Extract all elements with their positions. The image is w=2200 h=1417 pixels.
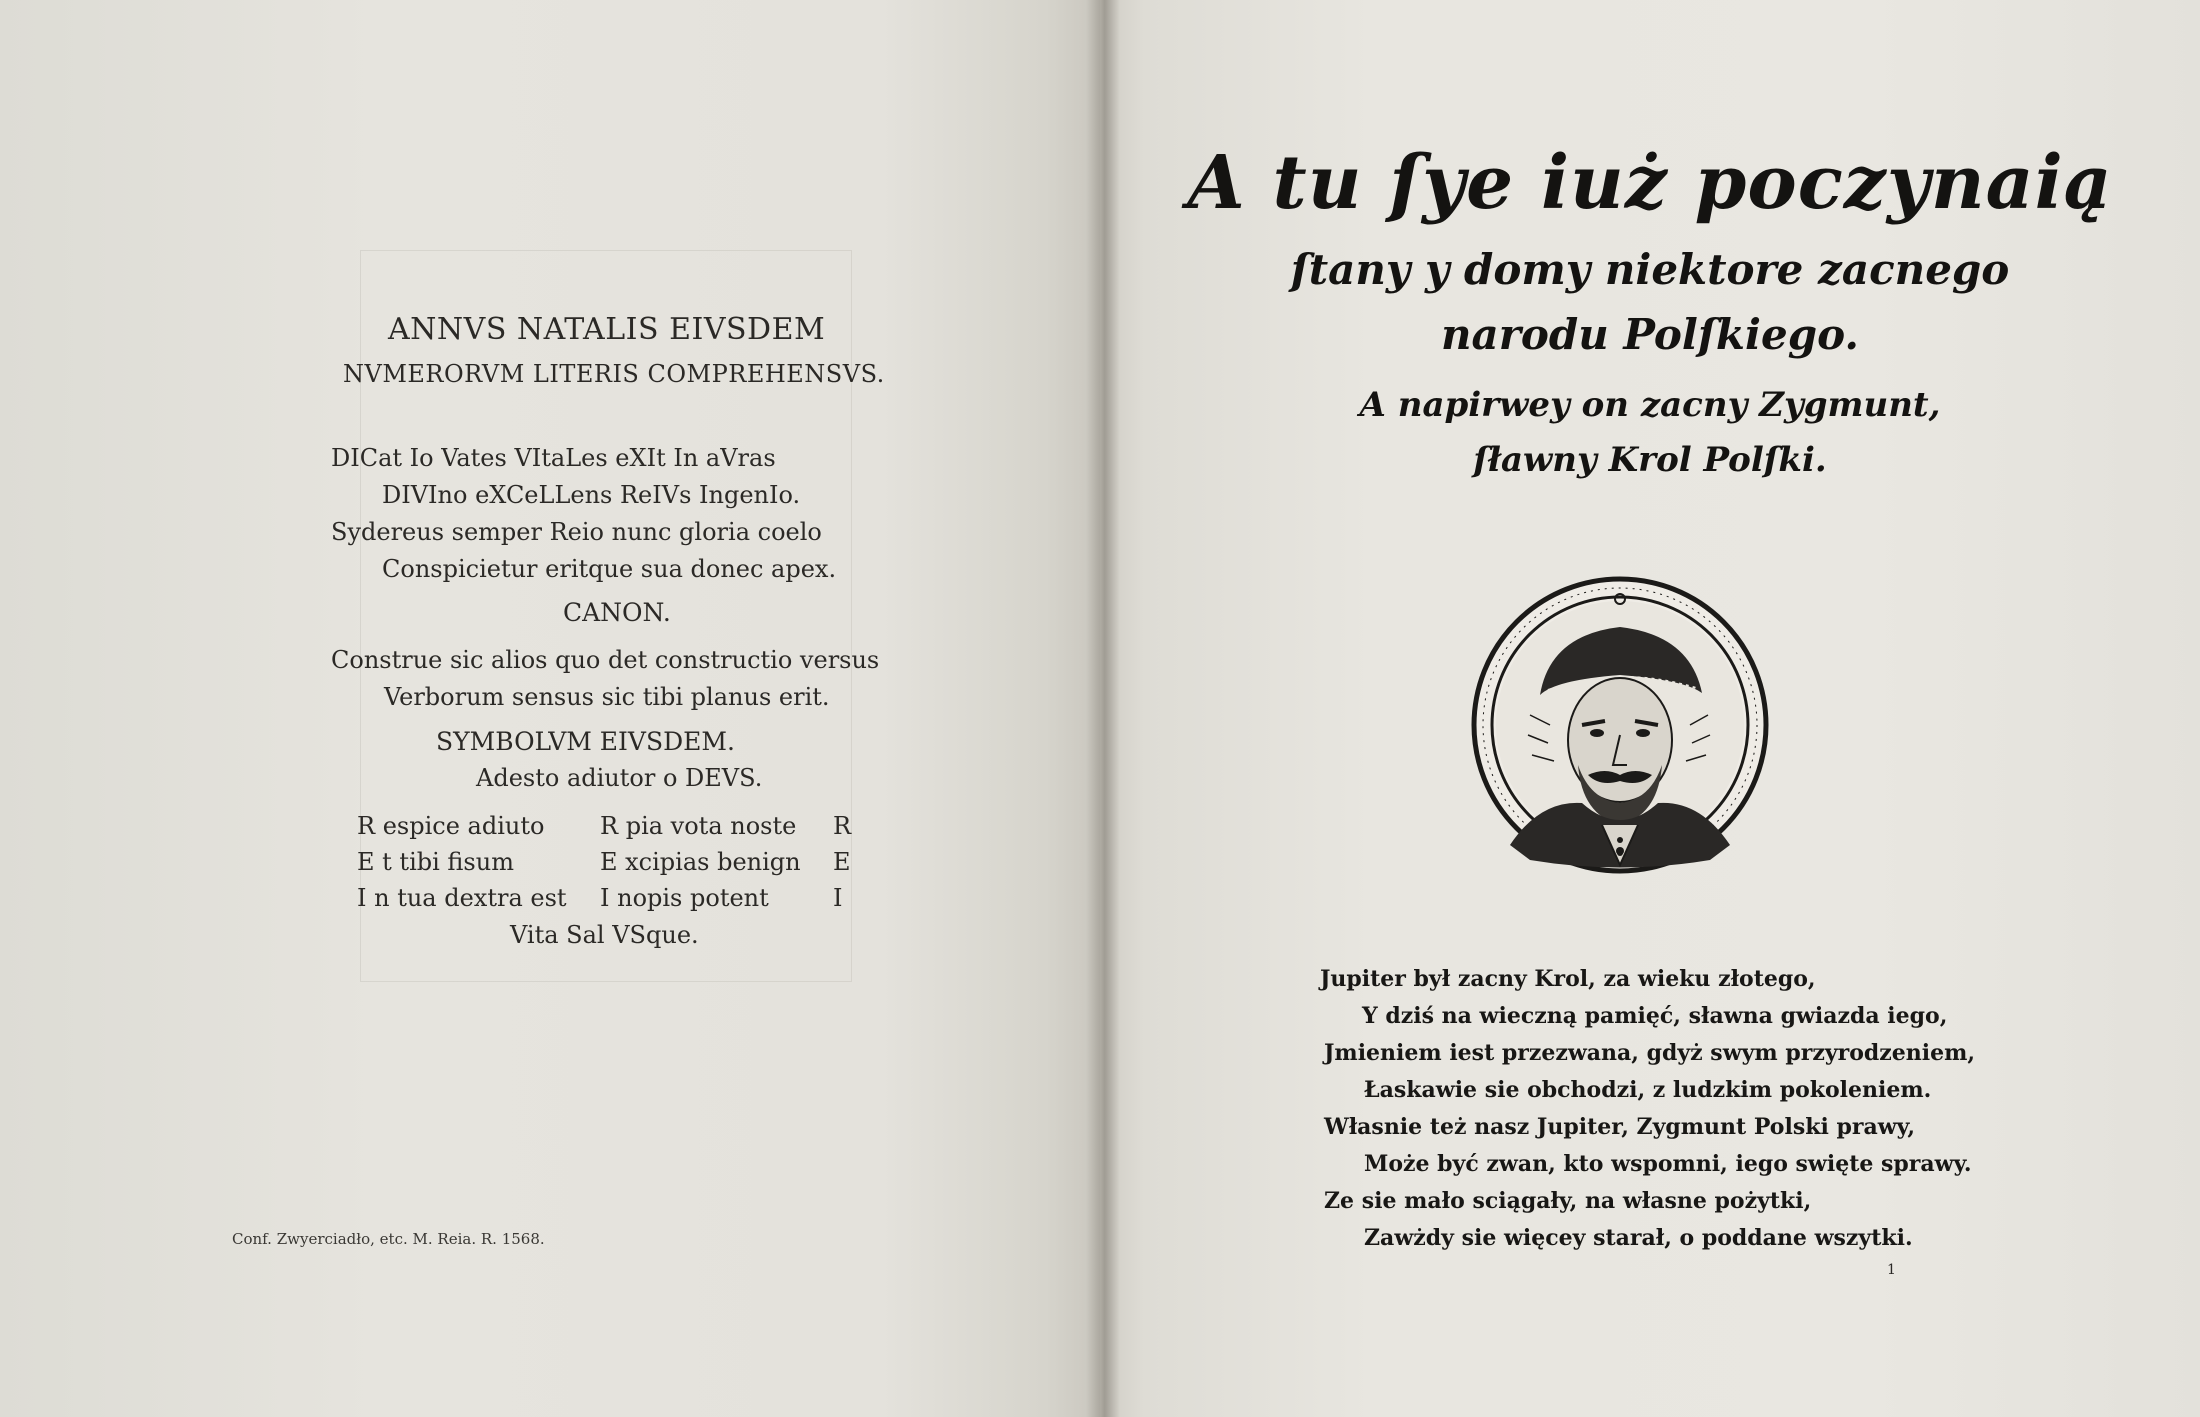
heading-annus-natalis: ANNVS NATALIS EIVSDEM — [388, 312, 826, 347]
portrait-medallion-icon — [1470, 575, 1770, 875]
acrostic-cell: R pia vota noste — [600, 812, 797, 840]
acrostic-cell: I nopis potent — [600, 884, 769, 912]
verse-line: DICat Io Vates VItaLes eXIt In aVras — [331, 444, 776, 472]
symbolum-heading: SYMBOLVM EIVSDEM. — [436, 727, 735, 756]
poem-line: Własnie też nasz Jupiter, Zygmunt Polski prawy, — [1324, 1114, 1915, 1140]
title-line-5: ſławny Krol Polſki. — [1473, 440, 1827, 480]
acrostic-cell: R espice adiuto — [357, 812, 545, 840]
poem-line: Ze sie mało sciągały, na własne pożytki, — [1324, 1188, 1812, 1214]
title-line-4: A napirwey on zacny Zygmunt, — [1359, 385, 1941, 425]
book-gutter — [1086, 0, 1120, 1417]
poem-line: Y dziś na wieczną pamięć, sławna gwiazda iego, — [1362, 1003, 1948, 1029]
poem-line: Zawżdy sie więcey starał, o poddane wszytki. — [1364, 1225, 1913, 1251]
verse-line: Sydereus semper Reio nunc gloria coelo — [331, 518, 822, 546]
canon-heading: CANON. — [563, 598, 671, 627]
right-page — [1100, 0, 2200, 1417]
final-line: Vita Sal VSque. — [510, 921, 699, 949]
page-number: 1 — [1887, 1262, 1896, 1278]
portrait-medallion — [1470, 575, 1770, 875]
title-line-1: A tu ſye iuż poczynaią — [1187, 140, 2113, 226]
acrostic-cell: R — [833, 812, 852, 840]
poem-line: Może być zwan, kto wspomni, iego swięte sprawy. — [1364, 1151, 1972, 1177]
symbolum-line: Adesto adiutor o DEVS. — [476, 764, 763, 792]
poem-line: Łaskawie sie obchodzi, z ludzkim pokoleniem. — [1364, 1077, 1932, 1103]
poem-line: Jmieniem iest przezwana, gdyż swym przyrodzeniem, — [1324, 1040, 1976, 1066]
verse-line: DIVIno eXCeLLens ReIVs IngenIo. — [382, 481, 801, 509]
heading-numerorum: NVMERORVM LITERIS COMPREHENSVS. — [343, 360, 885, 388]
footnote: Conf. Zwyerciadło, etc. M. Reia. R. 1568. — [232, 1230, 545, 1248]
title-line-3: narodu Polſkiego. — [1441, 310, 1859, 359]
poem-line: Jupiter był zacny Krol, za wieku złotego, — [1320, 966, 1816, 992]
canon-line: Verborum sensus sic tibi planus erit. — [384, 683, 830, 711]
title-line-2: ſtany y domy niektore zacnego — [1290, 245, 2010, 294]
acrostic-cell: E — [833, 848, 851, 876]
canon-line: Construe sic alios quo det constructio versus — [331, 646, 880, 674]
acrostic-cell: I n tua dextra est — [357, 884, 567, 912]
acrostic-cell: E t tibi fisum — [357, 848, 514, 876]
acrostic-cell: E xcipias benign — [600, 848, 801, 876]
verse-line: Conspicietur eritque sua donec apex. — [382, 555, 837, 583]
acrostic-cell: I — [833, 884, 843, 912]
